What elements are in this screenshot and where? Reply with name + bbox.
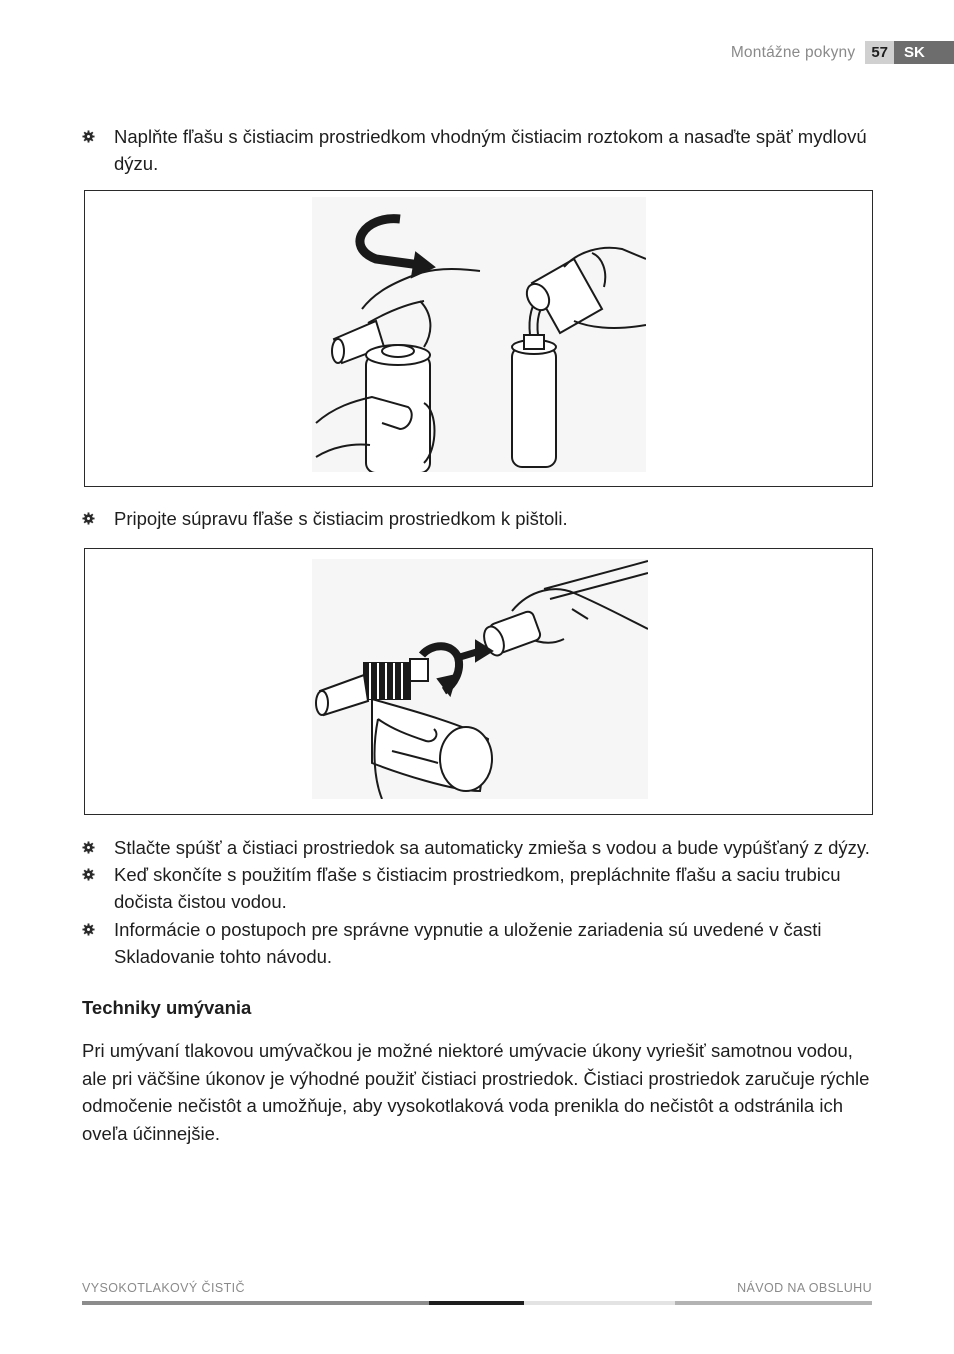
page-number: 57 <box>865 41 894 64</box>
footer-bar-segment <box>82 1301 429 1305</box>
bullet-text: Naplňte fľašu s čistiacim prostriedkom vhodným čistiacim roztokom a nasaďte späť mydlovú dýzu. <box>114 126 867 174</box>
bullet-item <box>82 916 872 970</box>
bullet-text: Informácie o postupoch pre správne vypnutie a uloženie zariadenia sú uvedené v časti Skladovanie tohto návodu. <box>114 919 822 967</box>
footer-bar-segment <box>675 1301 872 1305</box>
fill-bottle-illustration <box>312 197 646 472</box>
gear-bullet-icon <box>82 505 114 532</box>
figure-attach-bottle <box>84 548 873 815</box>
bullet-item <box>82 834 872 861</box>
gear-bullet-icon <box>82 834 114 861</box>
attach-bottle-illustration <box>312 559 648 799</box>
section-title: Montážne pokyny <box>730 43 856 61</box>
footer-bar-segment <box>524 1301 675 1305</box>
bullet-item <box>82 505 872 532</box>
bullet-text: Keď skončíte s použitím fľaše s čistiacim prostriedkom, prepláchnite fľašu a saciu trubicu dočista čistou vodou. <box>114 864 841 912</box>
language-badge: SK <box>894 41 954 64</box>
footer-color-bar <box>82 1301 872 1305</box>
footer-manual-name: NÁVOD NA OBSLUHU <box>737 1281 872 1295</box>
gear-bullet-icon <box>82 916 114 970</box>
bullet-text: Stlačte spúšť a čistiaci prostriedok sa automaticky zmieša s vodou a bude vypúšťaný z dýzy. <box>114 837 870 858</box>
section-paragraph: Pri umývaní tlakovou umývačkou je možné niektoré umývacie úkony vyriešiť samotnou vodou, ale pri väčšine úkonov je výhodné použiť čistiaci prostriedok. Čistiaci prostriedok zaručuje rýchle odmočenie nečistôt a umožňuje, aby vysokotlaková voda prenikla do nečistôt a odstránila ich oveľa účinnejšie. <box>82 1040 870 1144</box>
bullet-item <box>82 861 872 915</box>
page-header <box>731 41 954 64</box>
gear-bullet-icon <box>82 123 114 177</box>
footer-bar-segment <box>429 1301 524 1305</box>
section-heading: Techniky umývania <box>82 997 252 1018</box>
bullet-text: Pripojte súpravu fľaše s čistiacim prostriedkom k pištoli. <box>114 508 568 529</box>
bullet-item <box>82 123 872 177</box>
footer-product-name: VYSOKOTLAKOVÝ ČISTIČ <box>82 1281 245 1295</box>
figure-fill-bottle <box>84 190 873 487</box>
gear-bullet-icon <box>82 861 114 915</box>
